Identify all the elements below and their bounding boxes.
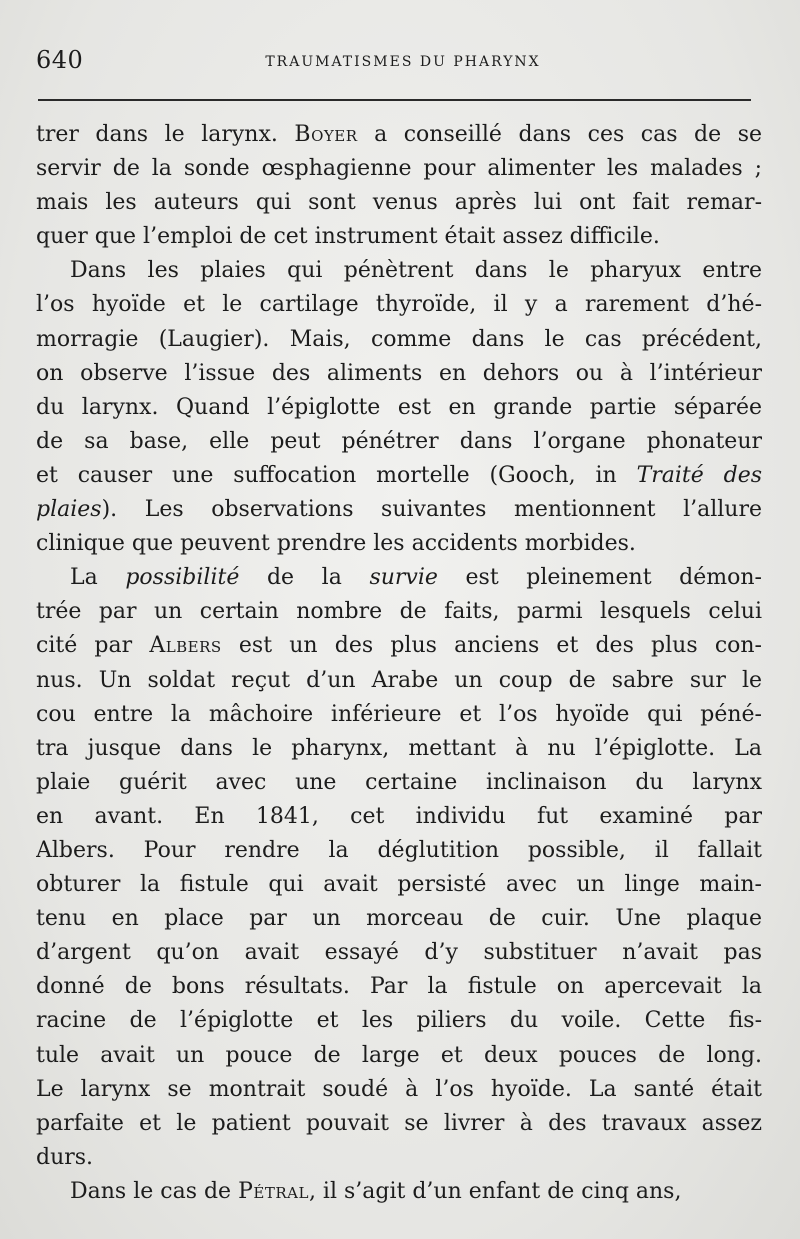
- page-number: 640: [36, 46, 84, 74]
- text-line: [36, 1107, 762, 1141]
- text-line: [36, 834, 762, 868]
- text-run: l’os hyoïde et le cartilage thyroïde, il y a rarement d’hé-: [36, 292, 762, 318]
- text-run: servir de la sonde œsphagienne pour alimenter les malades ;: [36, 156, 762, 182]
- text-run: plaie guérit avec une certaine inclinaison du larynx: [36, 769, 762, 795]
- text-line: [36, 936, 762, 970]
- text-run: morragie (Laugier). Mais, comme dans le cas précédent,: [36, 326, 762, 352]
- text-line: [36, 357, 762, 391]
- text-line: [36, 800, 762, 834]
- text-run: tenu en place par un morceau de cuir. Une plaque: [36, 906, 762, 932]
- text-run: de la: [239, 565, 370, 591]
- text-line: [36, 1175, 762, 1209]
- text-line: [36, 766, 762, 800]
- text-run: Dans les plaies qui pénètrent dans le pharyux entre: [70, 258, 762, 284]
- italic-text: Traité des: [636, 462, 762, 488]
- text-run: nus. Un soldat reçut d’un Arabe un coup de sabre sur le: [36, 667, 762, 693]
- text-line: [36, 664, 762, 698]
- text-run: quer que l’emploi de cet instrument était assez difficile.: [36, 224, 660, 250]
- text-line: [36, 425, 762, 459]
- text-run: ). Les observations suivantes mentionnent l’allure: [101, 497, 762, 523]
- author-name: Pétral: [238, 1178, 309, 1204]
- text-run: obturer la fistule qui avait persisté avec un linge main-: [36, 872, 762, 898]
- text-run: de sa base, elle peut pénétrer dans l’organe phonateur: [36, 428, 762, 454]
- body-text: [36, 118, 762, 1209]
- text-line: [36, 323, 762, 357]
- text-line: [36, 595, 762, 629]
- text-line: [36, 868, 762, 902]
- text-run: parfaite et le patient pouvait se livrer à des travaux assez: [36, 1110, 762, 1136]
- text-run: tule avait un pouce de large et deux pouces de long.: [36, 1042, 762, 1068]
- text-run: Albers. Pour rendre la déglutition possible, il fallait: [36, 837, 762, 863]
- text-line: [36, 698, 762, 732]
- text-run: donné de bons résultats. Par la fistule on apercevait la: [36, 974, 762, 1000]
- page-header: [36, 46, 750, 78]
- text-run: Le larynx se montrait soudé à l’os hyoïde. La santé était: [36, 1076, 762, 1102]
- text-line: [36, 561, 762, 595]
- author-name: Albers: [149, 633, 222, 659]
- text-line: [36, 186, 762, 220]
- text-run: durs.: [36, 1144, 94, 1170]
- text-run: cité par: [36, 633, 150, 659]
- italic-text: survie: [369, 565, 438, 591]
- text-run: est pleinement démon-: [437, 565, 762, 591]
- text-line: [36, 118, 762, 152]
- text-line: [36, 391, 762, 425]
- italic-text: plaies: [36, 497, 102, 523]
- text-run: a conseillé dans ces cas de se: [357, 122, 762, 147]
- text-run: d’argent qu’on avait essayé d’y substituer n’avait pas: [36, 940, 762, 966]
- text-run: cou entre la mâchoire inférieure et l’os hyoïde qui péné-: [36, 701, 762, 727]
- text-run: tra jusque dans le pharynx, mettant à nu l’épiglotte. La: [36, 735, 762, 761]
- text-run: La: [70, 565, 126, 591]
- text-run: et causer une suffocation mortelle (Gooch, in: [36, 462, 637, 488]
- text-run: clinique que peuvent prendre les accidents morbides.: [36, 531, 636, 557]
- text-run: mais les auteurs qui sont venus après lui ont fait remar-: [36, 190, 762, 216]
- text-line: [36, 288, 762, 322]
- text-line: [36, 493, 762, 527]
- text-line: [36, 527, 762, 561]
- running-title: TRAUMATISMES DU PHARYNX: [265, 54, 541, 70]
- text-line: [36, 1141, 762, 1175]
- text-run: Dans le cas de: [70, 1178, 239, 1204]
- text-line: [36, 970, 762, 1004]
- text-line: [36, 220, 762, 254]
- text-run: racine de l’épiglotte et les piliers du voile. Cette fis-: [36, 1008, 762, 1034]
- text-run: , il s’agit d’un enfant de cinq ans,: [308, 1178, 682, 1204]
- text-run: trée par un certain nombre de faits, parmi lesquels celui: [36, 599, 762, 625]
- text-line: [36, 902, 762, 936]
- text-run: on observe l’issue des aliments en dehors ou à l’intérieur: [36, 360, 762, 386]
- text-line: [36, 152, 762, 186]
- text-run: du larynx. Quand l’épiglotte est en grande partie séparée: [36, 394, 762, 420]
- text-run: est un des plus anciens et des plus con-: [221, 633, 762, 659]
- text-run: en avant. En 1841, cet individu fut examiné par: [36, 803, 762, 829]
- text-line: [36, 1073, 762, 1107]
- text-run: trer dans le larynx.: [36, 122, 295, 147]
- text-line: [36, 732, 762, 766]
- text-line: [36, 1039, 762, 1073]
- text-line: [36, 629, 762, 663]
- italic-text: possibilité: [125, 565, 240, 591]
- author-name: Boyer: [294, 122, 358, 147]
- text-line: [36, 254, 762, 288]
- text-line: [36, 459, 762, 493]
- header-rule: [38, 99, 751, 101]
- text-line: [36, 1004, 762, 1038]
